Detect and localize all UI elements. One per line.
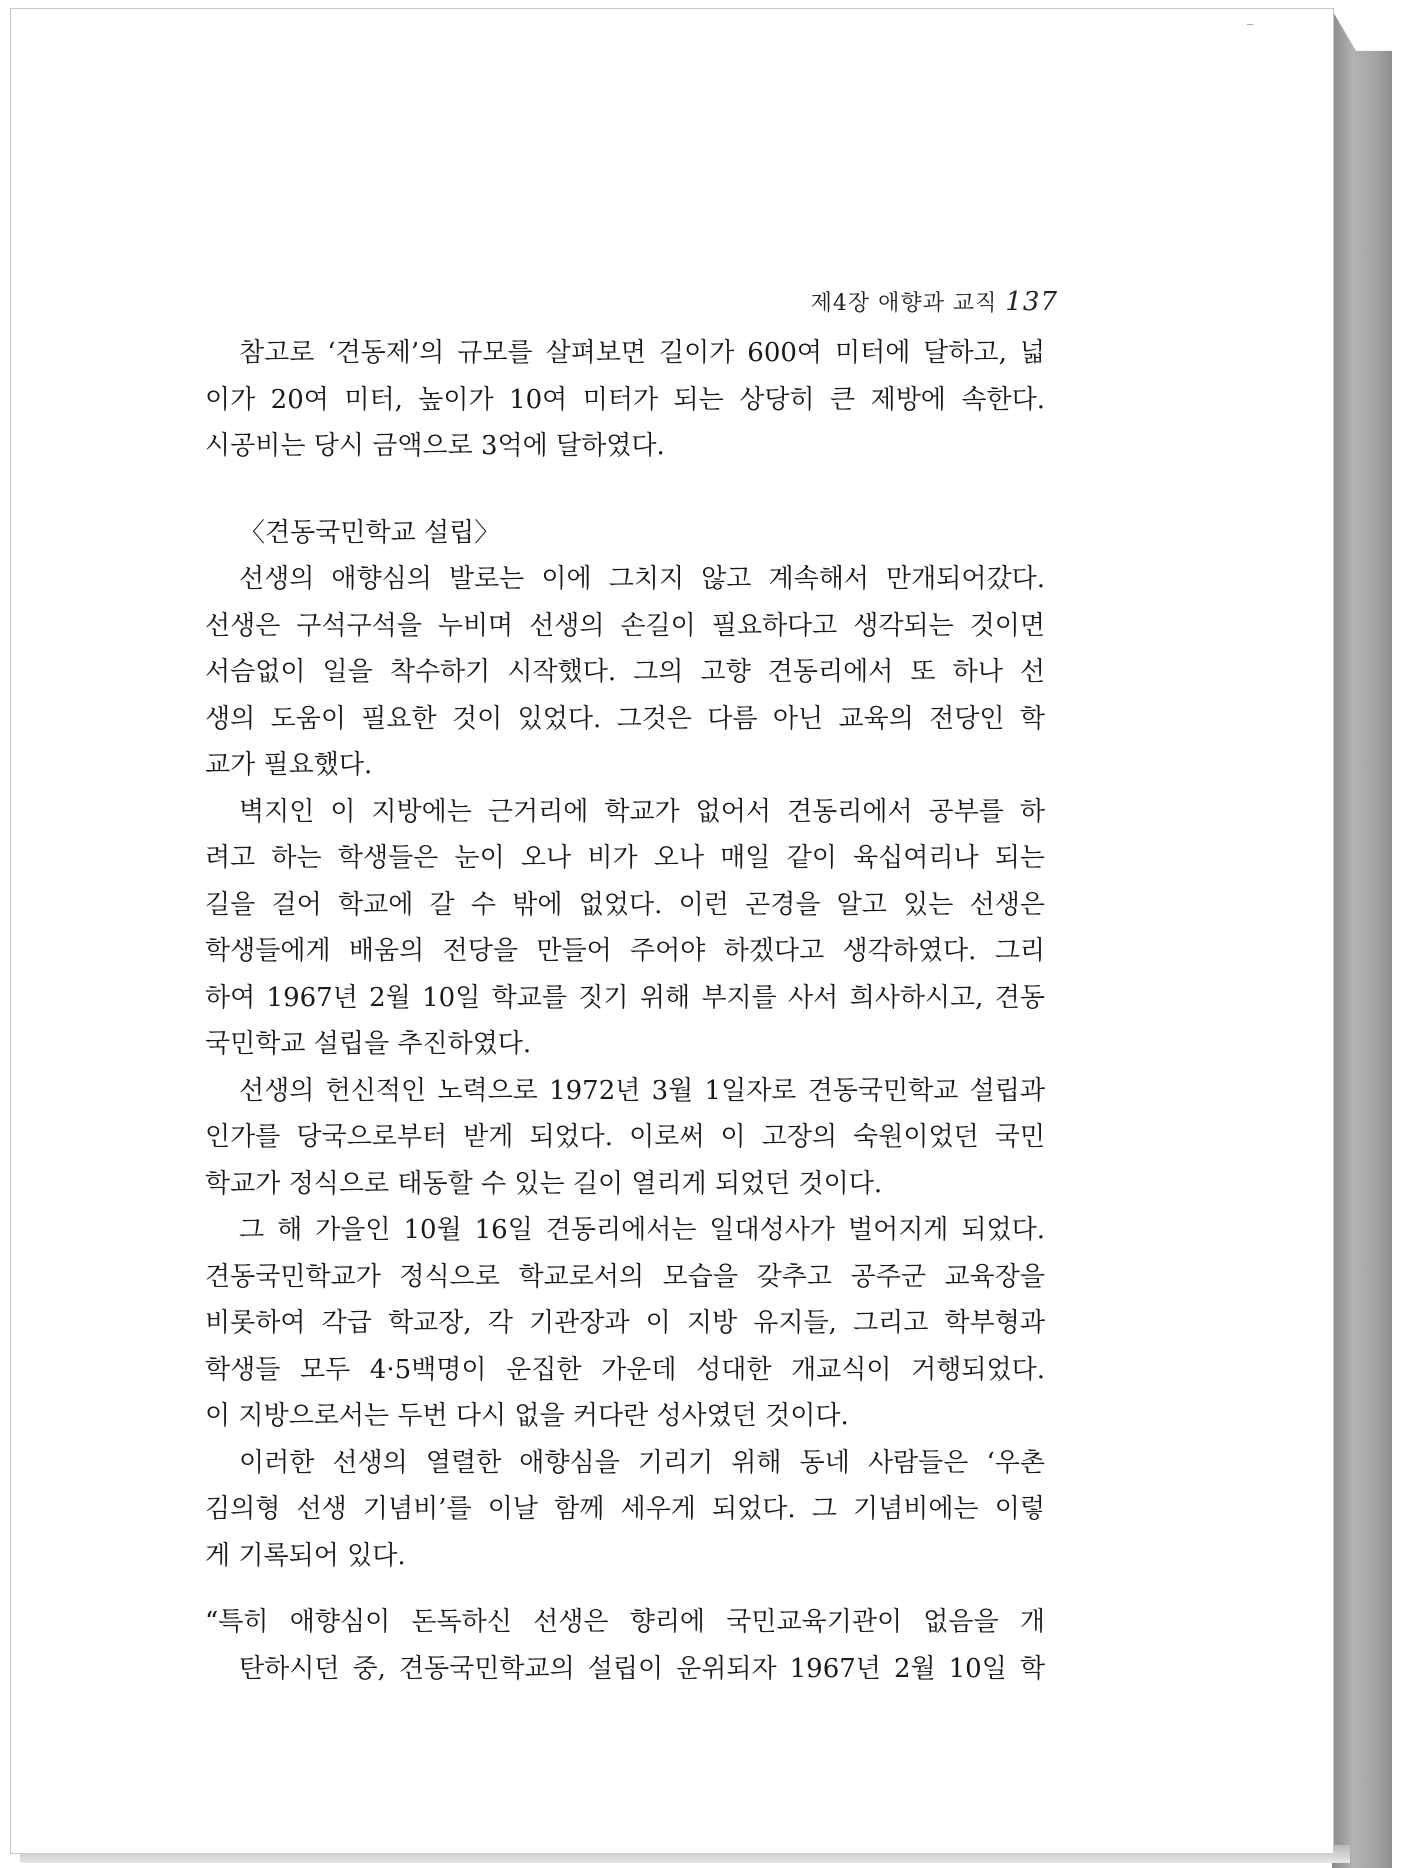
text-line: 게 기록되어 있다. [205,1540,406,1571]
paragraph [205,789,1045,1068]
page-number: 137 [1005,287,1058,317]
text-line: 탄하시던 중, 견동국민학교의 설립이 운위되자 1967년 2월 10일 학 [239,1653,1045,1684]
text-line: 이러한 선생의 열렬한 애향심을 기리기 위해 동네 사람들은 ‘우촌 [239,1447,1045,1478]
text-line: 서슴없이 일을 착수하기 시작했다. 그의 고향 견동리에서 또 하나 선 [205,657,1045,687]
text-line: 견동국민학교가 정식으로 학교로서의 모습을 갖추고 공주군 교육장을 [205,1261,1045,1292]
paragraph [205,1207,1045,1440]
chapter-title: 제4장 애향과 교직 [810,291,998,316]
text-line: 인가를 당국으로부터 받게 되었다. 이로써 이 고장의 숙원이었던 국민 [205,1122,1045,1152]
paragraph [205,556,1045,789]
text-line: 선생은 구석구석을 누비며 선생의 손길이 필요하다고 생각되는 것이면 [205,610,1045,641]
text-line: 선생의 애향심의 발로는 이에 그치지 않고 계속해서 만개되어갔다. [239,564,1045,594]
text-line: 학생들에게 배움의 전당을 만들어 주어야 하겠다고 생각하였다. 그리 [205,936,1045,966]
text-line: 학교가 정식으로 태동할 수 있는 길이 열리게 되었던 것이다. [205,1168,883,1199]
running-header [811,286,1058,317]
text-line: 교가 필요했다. [205,750,373,780]
text-line: “특히 애향심이 돈독하신 선생은 향리에 국민교육기관이 없음을 개 [205,1607,1045,1637]
text-line: 벽지인 이 지방에는 근거리에 학교가 없어서 견동리에서 공부를 하 [239,796,1045,827]
text-line: 국민학교 설립을 추진하였다. [205,1029,532,1059]
text-line: 김의형 선생 기념비’를 이날 함께 세우게 되었다. 그 기념비에는 이렇 [205,1494,1045,1524]
text-line: 참고로 ‘견동제’의 규모를 살펴보면 길이가 600여 미터에 달하고, 넓 [239,338,1045,368]
text-line: 학생들 모두 4·5백명이 운집한 가운데 성대한 개교식이 거행되었다. [205,1354,1045,1385]
scan-corner-mark [1247,24,1253,25]
text-line: 선생의 헌신적인 노력으로 1972년 3월 1일자로 견동국민학교 설립과 [239,1075,1045,1106]
inscription-quote [205,1599,1045,1692]
text-line: 그 해 가을인 10월 16일 견동리에서는 일대성사가 벌어지게 되었다. [239,1215,1045,1245]
text-line: 려고 하는 학생들은 눈이 오나 비가 오나 매일 같이 육십여리나 되는 [205,843,1045,873]
paragraph [205,330,1045,470]
paragraph [205,1440,1045,1580]
text-line: 비롯하여 각급 학교장, 각 기관장과 이 지방 유지들, 그리고 학부형과 [205,1308,1045,1338]
text-line: 생의 도움이 필요한 것이 있었다. 그것은 다름 아닌 교육의 전당인 학 [205,703,1045,734]
section-title: 〈견동국민학교 설립〉 [239,517,501,548]
paragraph [205,1068,1045,1208]
text-line: 하여 1967년 2월 10일 학교를 짓기 위해 부지를 사서 희사하시고, 견동 [205,982,1045,1013]
body-text [205,330,1045,1692]
text-line: 시공비는 당시 금액으로 3억에 달하였다. [205,431,665,461]
text-line: 이 지방으로서는 두번 다시 없을 커다란 성사였던 것이다. [205,1401,849,1431]
text-line: 이가 20여 미터, 높이가 10여 미터가 되는 상당히 큰 제방에 속한다. [205,384,1045,415]
book-page-edge [1332,10,1392,1868]
text-line: 길을 걸어 학교에 갈 수 밖에 없었다. 이런 곤경을 알고 있는 선생은 [205,889,1045,920]
